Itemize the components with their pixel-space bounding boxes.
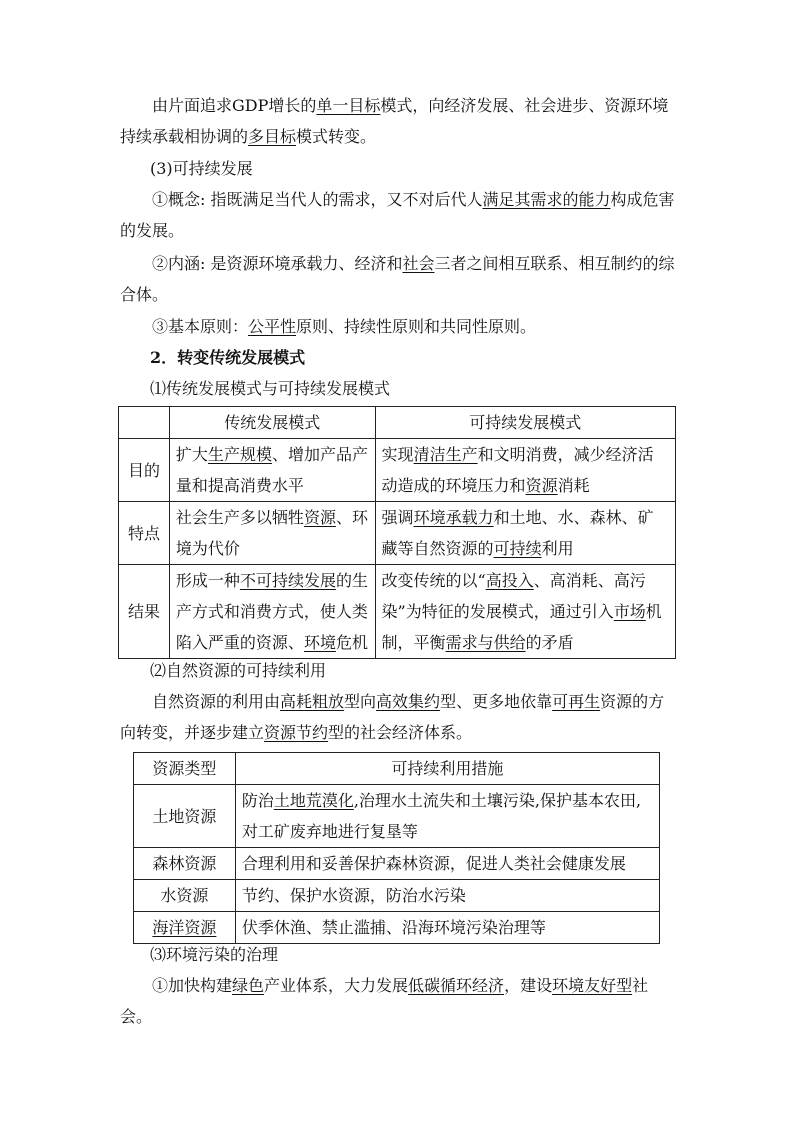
- paragraph-model-shift: [120, 90, 676, 152]
- text: 、环境为代价: [175, 508, 368, 558]
- underlined-term: 土地荒漠化: [273, 791, 354, 810]
- text: ,治理水土流失和土壤污染,保护基本农田,对工矿废弃地进行复垦等: [241, 791, 642, 841]
- underlined-term: 社会: [402, 254, 435, 273]
- table-header-type: 资源类型: [134, 753, 236, 785]
- text: 和文明消费，减少经济活动造成的环境压力和: [381, 445, 654, 495]
- underlined-term: 清洁生产: [413, 445, 478, 464]
- underlined-term: 高效集约: [376, 692, 441, 711]
- row-label: 结果: [119, 565, 170, 659]
- text: 产业体系，大力发展: [264, 976, 409, 995]
- table-cell: [375, 565, 675, 659]
- text: 三者之间相互联系、相互制约的综合体。: [120, 254, 675, 304]
- table-cell: [375, 502, 675, 565]
- text: 危机: [335, 633, 368, 652]
- text: 型、更多地依靠: [440, 692, 553, 711]
- table-cell: 伏季休渔、禁止滥捕、沿海环境污染治理等: [235, 912, 659, 944]
- resource-type: 水资源: [134, 880, 236, 912]
- table-row: [134, 785, 660, 848]
- development-mode-table: [118, 406, 676, 659]
- underlined-term: 市场: [613, 602, 646, 621]
- underlined-term: 绿色: [232, 976, 265, 995]
- text: 的矛盾: [525, 633, 574, 652]
- row-label: 特点: [119, 502, 170, 565]
- paragraph-resource-use: [120, 686, 676, 748]
- underlined-term: 单一目标: [316, 96, 381, 115]
- underlined-term: 高投入: [485, 571, 534, 590]
- text: 的生产方式和消费方式，使人类陷入严重的资源、: [175, 571, 368, 652]
- underlined-term: 环境友好型: [552, 976, 633, 995]
- underlined-term: 高耗粗放: [280, 692, 345, 711]
- text: 构成危害的发展。: [120, 190, 675, 240]
- underlined-term: 多目标: [248, 127, 297, 146]
- text: ，建设: [504, 976, 553, 995]
- text: 社会生产多以牺牲: [175, 508, 304, 527]
- heading-sustainable-development: (3)可持续发展: [150, 159, 253, 178]
- table-header-measure: 可持续利用措施: [235, 753, 659, 785]
- item-green-industry: [120, 970, 676, 1032]
- text: 改变传统的以“: [381, 571, 486, 590]
- table-row: [134, 848, 660, 880]
- underlined-term: 满足其需求的能力: [482, 190, 611, 209]
- underlined-term: 海洋资源: [152, 918, 217, 937]
- text: 由片面追求GDP增长的: [152, 96, 317, 115]
- table-cell: [169, 565, 375, 659]
- text: ②内涵: 是资源环境承载力、经济和: [152, 254, 403, 273]
- table-cell: 节约、保护水资源，防治水污染: [235, 880, 659, 912]
- underlined-term: 资源: [303, 508, 336, 527]
- underlined-term: 低碳循环经济: [408, 976, 505, 995]
- section-heading-2: 2．转变传统发展模式: [150, 348, 306, 367]
- table-row: [119, 439, 676, 502]
- subheading-mode-comparison: ⑴传统发展模式与可持续发展模式: [150, 379, 391, 398]
- text: 型的社会经济体系。: [328, 723, 473, 742]
- table-cell: [235, 785, 659, 848]
- underlined-term: 需求与供给: [445, 633, 526, 652]
- text: ①加快构建: [152, 976, 233, 995]
- table-cell: [169, 439, 375, 502]
- text: 实现: [381, 445, 414, 464]
- text: 型向: [344, 692, 377, 711]
- text: 原则、持续性原则和共同性原则。: [296, 317, 537, 336]
- text: 社会。: [120, 976, 649, 1026]
- underlined-term: 不可持续发展: [239, 571, 336, 590]
- text: ③基本原则：: [152, 317, 249, 336]
- text: 、增加产品产量和提高消费水平: [175, 445, 368, 495]
- row-label: 目的: [119, 439, 170, 502]
- table-row: [119, 502, 676, 565]
- text: 消耗: [557, 476, 590, 495]
- underlined-term: 公平性: [248, 317, 297, 336]
- text: 资源的方向转变，并逐步建立: [120, 692, 665, 742]
- table-row: [119, 565, 676, 659]
- text: 和土地、水、森林、矿藏等自然资源的: [381, 508, 654, 558]
- subheading-pollution-control: ⑶环境污染的治理: [150, 945, 279, 964]
- item-principles: [120, 311, 676, 342]
- underlined-term: 资源: [525, 476, 558, 495]
- underlined-term: 生产规模: [207, 445, 272, 464]
- text: 形成一种: [175, 571, 240, 590]
- table-header-empty: [119, 407, 170, 439]
- table-cell: [169, 502, 375, 565]
- text: 自然资源的利用由: [152, 692, 281, 711]
- text: 强调: [381, 508, 414, 527]
- text: 模式转变。: [296, 127, 377, 146]
- text: 扩大: [175, 445, 208, 464]
- item-connotation: [120, 248, 676, 310]
- text: 、高消耗、高污染”为特征的发展模式，通过引入: [381, 571, 646, 621]
- table-cell: [375, 439, 675, 502]
- table-header-row: [119, 407, 676, 439]
- item-concept: [120, 184, 676, 246]
- underlined-term: 环境承载力: [413, 508, 494, 527]
- text: 机制，平衡: [381, 602, 662, 652]
- text: ①概念: 指既满足当代人的需求，又不对后代人: [152, 190, 483, 209]
- resource-type: 森林资源: [134, 848, 236, 880]
- subheading-natural-resources: ⑵自然资源的可持续利用: [150, 661, 327, 680]
- table-cell: 合理利用和妥善保护森林资源，促进人类社会健康发展: [235, 848, 659, 880]
- table-header-row: [134, 753, 660, 785]
- underlined-term: 可持续: [493, 539, 542, 558]
- underlined-term: 可再生: [552, 692, 601, 711]
- resource-type: 土地资源: [134, 785, 236, 848]
- text: 模式，向经济发展、社会进步、资源环境持续承载相协调的: [120, 96, 669, 146]
- underlined-term: 资源节约: [264, 723, 329, 742]
- table-header-sustainable: 可持续发展模式: [375, 407, 675, 439]
- table-row: [134, 880, 660, 912]
- resource-measures-table: [133, 752, 660, 944]
- text: 利用: [541, 539, 574, 558]
- table-header-traditional: 传统发展模式: [169, 407, 375, 439]
- text: 防治: [241, 791, 274, 810]
- underlined-term: 环境: [303, 633, 336, 652]
